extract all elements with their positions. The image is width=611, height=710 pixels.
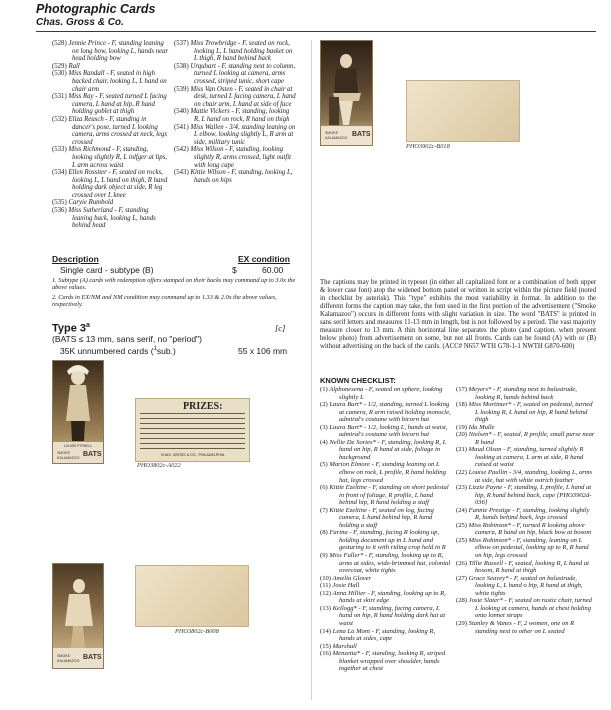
card-back-prizes [135,398,250,462]
list-item [320,575,452,583]
list-item [320,386,452,401]
item-number: (3) [320,423,328,431]
unnumbered-suffix: sub.) [156,346,176,356]
list-item [456,597,596,620]
column-divider [311,40,312,700]
item-number: (16) [320,650,331,658]
list-item [52,93,170,116]
item-number: (534) [52,169,67,177]
list-item [320,650,452,673]
item-number: (14) [320,627,331,635]
prizes-footer: CHAS. GROSS & CO., PHILADELPHIA [160,453,225,457]
item-number: (11) [320,582,331,590]
bats-label-2: BATS [83,654,102,661]
list-item [52,70,170,93]
unnumbered-cards [60,346,176,356]
item-text: Miss Wilson - F, standing, looking slightly R, arms crossed, light outfit with long cape [190,146,291,169]
item-text: Miss Robinson* - F, standing, leaning on L elbow on pedestal, looking up to R, R hand on hip, legs crossed [468,536,589,560]
item-text: Menzetta* - F, standing, looking R, striped blanket wrapped over shoulder, hands together at chest [332,650,446,673]
mid-left-caption: PHO3802c-A022 [137,462,181,469]
item-number: (542) [174,146,189,154]
item-text: Stanley & Vanes - F, 2 women, one on R standing next to other on L seated [468,619,575,635]
item-text: Miss Ray - F, seated turned L facing camera, L hand at hip, R hand holding goblet at thigh [68,93,167,116]
page-subtitle: Chas. Gross & Co. [36,17,124,28]
item-number: (26) [456,559,467,567]
item-number: (20) [456,431,467,439]
item-text: Ida Mulle [468,423,495,431]
list-item [320,628,452,643]
bats-label-3: BATS [352,131,371,138]
item-text: Marion Elmore - F, standing leaning on L elbow on rock, L profile, R hand holding hat, legs crossed [329,461,446,484]
item-number: (541) [174,123,189,131]
ex-condition-heading: EX condition [238,254,290,264]
item-text: Kittie Ezeltine - F, standing on short pedestal in front of foliage, R profile, L hand behind hip, R hand holding a staff [329,484,449,507]
item-number: (29) [456,619,467,627]
item-number: (536) [52,207,67,215]
list-item [320,590,452,605]
item-number: (8) [320,529,328,537]
item-text: Eliza Reusch - F, standing in dancer's pose, turned L looking camera, arms crossed at neck, legs crossed [68,115,168,146]
item-text: Caryie Rumbold [68,199,114,207]
item-text: Ellen Rossiter - F, seated on rocks, looking L, L hand on thigh, R hand holding dark object at side, R leg crossed over L knee [68,169,168,199]
item-text: Anna Hillier - F, standing, looking up to R, hands at skirt edge [332,589,446,605]
list-item [320,605,452,628]
bats-label: BATS [83,451,102,458]
item-number: (4) [320,438,328,446]
list-item [320,582,452,590]
type-label: Type 3 [52,322,87,335]
seated-woman-icon [321,41,372,145]
item-text: Miss Trowbridge - F, seated on rock, looking L, L hand holding basket on L thigh, R hand behind back [190,40,293,63]
card-dimensions: 55 x 106 mm [238,346,288,356]
item-text: Miss Randall - F, seated in high backed chair, looking L, L hand on chair arm [68,70,167,93]
list-item [52,207,170,230]
list-item [456,537,596,560]
kalamazoo-label-2: KALAMAZOO [57,659,80,663]
list-item [320,507,452,530]
list-item [174,108,296,123]
item-number: (22) [456,469,467,477]
item-number: (17) [456,386,467,393]
type-flag: [c] [275,323,286,333]
item-number: (12) [320,589,331,597]
card-back-blank [135,565,249,627]
list-item [456,469,596,484]
item-number: (2) [320,401,328,409]
item-text: Miss Van Osten - F, seated in chair at desk, turned L facing camera, L hand on chair arm, L hand at side of face [190,85,296,108]
smoke-label: SMOKE [57,451,70,455]
item-text: Miss Sutherland - F, standing leaning back, looking L, hands behind head [68,207,156,230]
item-text: Rall [68,62,80,70]
list-item [320,439,452,462]
list-item [52,169,170,199]
smoke-label-3: SMOKE [325,131,338,135]
item-text: Farina - F, standing, facing R looking up, holding document up in L hand and gesturing to it with riding crop held in R [329,529,446,552]
type-heading [52,322,90,335]
item-text: Alphonesena - F, seated on sphere, looking slightly L [329,386,443,401]
item-text: Miss Richmond - F, standing, looking slightly R, L inlfger at lips, L arm across waist [68,146,168,169]
description-heading: Description [52,254,99,264]
item-number: (23) [456,484,467,492]
item-number: (531) [52,93,67,101]
item-text: Fannie Prestige - F, standing, looking slightly R, hands behind back, legs crossed [468,506,590,522]
item-text: Josie Hall [332,582,360,590]
item-text: Meyers* - F, standing next to balustrade, looking R, hands behind back [468,386,577,401]
item-text: Amelia Glover [332,574,372,582]
item-text: Miss Robinson* - F, turned R looking above camera, R hand on hip, black bow at bosom [468,521,592,537]
checklist-column-1 [52,40,170,230]
item-number: (537) [174,40,189,47]
item-number: (25) [456,521,467,529]
type-sup: a [86,322,90,329]
item-text: Josie Slater* - F, seated on rustic chair, turned L looking at camera, hands at chest holding onto lonnet straps [468,597,592,620]
list-item [456,507,596,522]
list-item [320,552,452,575]
card-front-photo-1 [52,360,104,464]
known-checklist-column-1 [320,386,452,673]
known-checklist-column-2 [456,386,596,635]
list-item [456,522,596,537]
item-number: (10) [320,574,331,582]
list-item [174,124,296,147]
item-text: Lena La Mont - F, standing, looking R, hands at sides, cape [332,627,436,643]
item-text: Laura Burt* - 1/2, standing, turned L looking at camera, R arm raised holding monocle, admiral's costume with bicorn hat [329,401,451,424]
checklist-column-2 [174,40,296,184]
item-number: (540) [174,108,189,116]
item-text: Kellogg* - F, standing, facing camera, L hand on hip, R hand holding dark hat at waist [332,604,446,627]
item-number: (538) [174,62,189,70]
item-number: (543) [174,169,189,177]
list-item [174,40,296,63]
prizes-text-block [140,413,245,451]
item-number: (529) [52,62,67,70]
item-number: (19) [456,423,467,431]
prizes-heading: PRIZES: [183,401,223,412]
list-item [174,146,296,169]
unnumbered-sup: 1 [153,346,157,353]
item-number: (5) [320,461,328,469]
single-card-price: 60.00 [262,265,284,275]
list-item [174,169,296,184]
card-front-photo-3 [320,40,373,146]
kalamazoo-label: KALAMAZOO [57,456,80,460]
list-item [320,484,452,507]
item-number: (7) [320,506,328,514]
item-text: Miss Mortimer* - F, seated on pedestal, turned L looking R, L hand on hip, R hand behind thigh [468,401,593,424]
list-item [456,575,596,598]
item-number: (532) [52,115,67,123]
footnote-1: 1. Subtype (A) cards with redemption offers stamped on their backs may command up to 3.0x the above values. [52,277,296,292]
item-text: Maud Olson - F, standing, turned slightly R looking at camera, L arm at side, R hand raised at waist [468,446,584,469]
item-number: (21) [456,446,467,454]
bottom-left-caption: PHO3802c-B008 [175,628,219,635]
list-item [320,529,452,552]
top-right-caption: PHO3902c-B018 [406,143,450,150]
list-item [52,199,170,207]
card-front-photo-2 [52,563,104,669]
item-number: (15) [320,642,331,650]
list-item [456,401,596,424]
item-text: Miss Fuller* - F, standing, looking up to R, arms at sides, wide-brimmed hat, colonial overcoat, white tights [329,552,451,575]
item-number: (25) [456,536,467,544]
list-item [456,431,596,446]
smoke-label-2: SMOKE [57,654,70,658]
list-item [456,484,596,507]
item-text: Nellie De Sortes* - F, standing, looking R, L hand on hip, R hand at side, foliage in background [329,438,447,461]
item-number: (6) [320,484,328,492]
header-rule [36,31,596,32]
list-item [456,560,596,575]
item-number: (27) [456,574,467,582]
currency-symbol: $ [232,265,237,275]
description-paragraph: The captions may be printed in typeset (in either all capitalized font or a combination of both upper & lower case font) atop the widened bottom panel or written in script within the picture field (noted in checklist by asterisk). This "type" exhibits the most variability in format. In addition to the different forms the caption may take, the font used in the first portion of the advertisement ("Smoke Kalamazoo") occurs in different fonts with slight variation in size. The word "BATS" is printed in sans serif letters and measures 11-13 mm in length, but is not followed by a period. The vast majority measure closer to 13 mm. A thin horizontal line separates the photo (and caption, when present below photo) from advertisement on some, but not all fronts. Cards can be found (A) with or (B) without advertising on the back of the cards. (ACC# N657 WTH G78-1-1 NWTH G870-600) [320,279,596,350]
item-text: Lizzie Payne - F, standing, L profile, L hand at hip, R hand behind back, cape [PHO3902d-036] [468,484,592,507]
item-text: Kittie Wilson - F, standing, looking L, hands on hips [190,169,293,184]
item-number: (528) [52,40,67,47]
kalamazoo-label-3: KALAMAZOO [325,136,348,140]
list-item [52,40,170,63]
list-item [456,446,596,469]
list-item [320,643,452,651]
item-text: Laura Burt* - 1/2, looking L, hands at waist, admiral's costume with bicorn hat [329,423,448,439]
item-number: (539) [174,85,189,93]
list-item [52,146,170,169]
item-text: Tillie Russell - F, seated, looking R, L hand at bosom, R hand at thigh [468,559,589,575]
list-item [456,620,596,635]
item-text: Marshall [332,642,357,650]
list-item [320,401,452,424]
list-item [52,63,170,71]
item-number: (1) [320,386,328,393]
card-name-label: LOUISE P?RNELL [63,444,93,448]
list-item [52,116,170,146]
single-card-label: Single card - subtype (B) [60,265,154,275]
list-item [320,461,452,484]
list-item [174,86,296,109]
item-text: Urquhart - F, standing next to column, turned L looking at camera, arms crossed, striped tunic, short cape [190,62,296,85]
list-item [456,386,596,401]
item-number: (530) [52,70,67,78]
item-text: Miss Wallen - 3/4, standing leaning on L elbow, looking slightly L, R arm at side, military tunic [190,123,296,146]
unnumbered-prefix: 35K unnumbered cards ( [60,346,154,356]
list-item [174,63,296,86]
footnote-2: 2. Cards in EX/NM and NM condition may command up to 1.33 & 2.0x the above values, respectively. [52,294,277,309]
woman-figure-icon-2 [53,564,103,668]
item-number: (24) [456,506,467,514]
item-number: (535) [52,199,67,207]
item-text: Grace Seavey* - F, seated on balustrade, looking L, L hand o hip, R hand at thigh, white tights [468,574,583,597]
card-back-blank-2 [406,80,520,142]
checklist-title: KNOWN CHECKLIST: [320,376,396,385]
item-number: (13) [320,604,331,612]
item-text: Nielsen* - F, seated, R profile, small purse near R hand [468,431,595,446]
item-text: Kittie Ezeltine - F, seated on log, facing camera, L hand behind hip, R hand holding a staff [329,506,434,529]
item-number: (18) [456,401,467,409]
item-text: Jennie Prince - F, standing leaning on long bow, looking L, hands near head holding bow [68,40,169,63]
item-text: Mattie Vickers - F, standing, looking R, L hand on rock, R hand on thigh [190,108,290,123]
list-item [456,424,596,432]
page-title: Photographic Cards [36,2,156,16]
item-number: (28) [456,597,467,605]
list-item [320,424,452,439]
bats-spec: (BATS ≤ 13 mm, sans serif, no "period") [52,334,202,344]
item-text: Louise Paullin - 3/4, standing, looking L, arms at side, hat with white ostrich feather [468,469,593,484]
item-number: (9) [320,552,328,560]
item-number: (533) [52,146,67,154]
